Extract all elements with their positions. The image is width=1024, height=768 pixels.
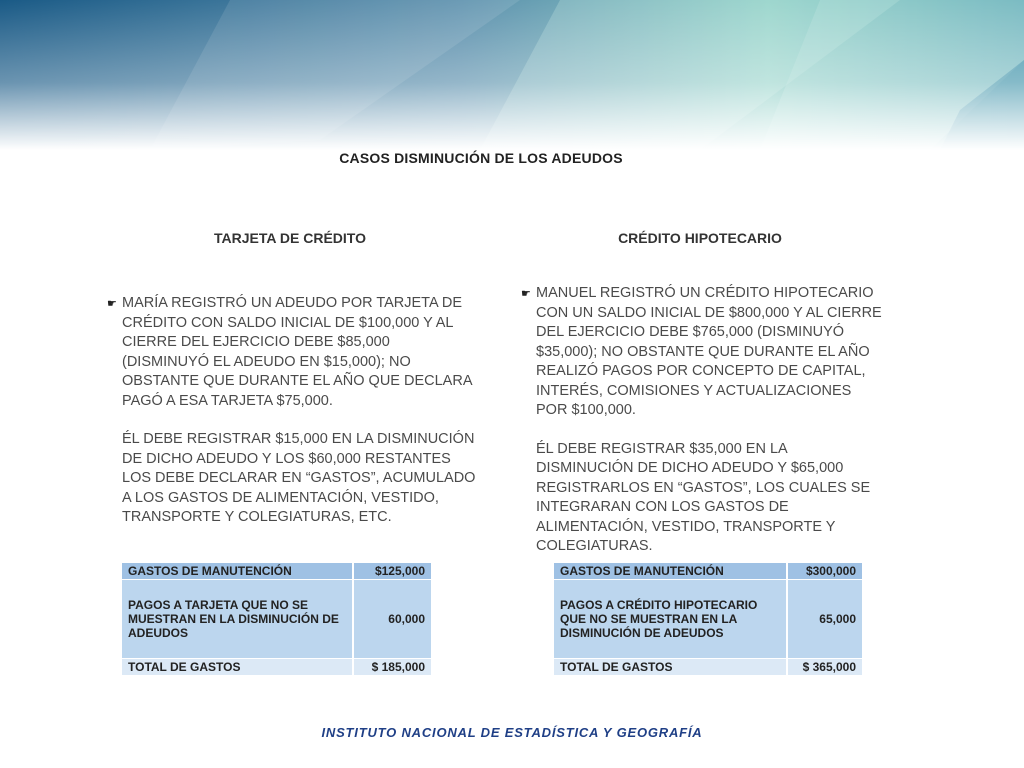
table-cell-amount: $ 365,000 (787, 659, 862, 676)
page-title: CASOS DISMINUCIÓN DE LOS ADEUDOS (339, 150, 623, 166)
bullet-arrow-icon: ☛ (521, 288, 531, 300)
table-row (554, 563, 862, 580)
left-paragraph-1: MARÍA REGISTRÓ UN ADEUDO POR TARJETA DE CRÉDITO CON SALDO INICIAL DE $100,000 Y AL CIERRE DEL EJERCICIO DEBE $85,000 (DISMINUYÓ EL ADEUDO EN $15,000); NO OBSTANTE QUE DURANTE EL AÑO QUE DECLARA PAGÓ A ESA TARJETA $75,000. (122, 295, 472, 409)
table-row-total (554, 659, 862, 676)
left-heading: TARJETA DE CRÉDITO (214, 230, 366, 246)
bullet-arrow-icon: ☛ (107, 298, 117, 310)
table-cell-amount: $125,000 (353, 563, 431, 580)
table-cell-amount: $300,000 (787, 563, 862, 580)
footer-institution: INSTITUTO NACIONAL DE ESTADÍSTICA Y GEOGRAFÍA (321, 725, 703, 740)
right-paragraph-2: ÉL DEBE REGISTRAR $35,000 EN LA DISMINUCIÓN DE DICHO ADEUDO Y $65,000 REGISTRARLOS EN “GASTOS”, LOS CUALES SE INTEGRARAN CON LOS GASTOS DE ALIMENTACIÓN, VESTIDO, TRANSPORTE Y COLEGIATURAS. (536, 440, 871, 554)
right-paragraph-1: MANUEL REGISTRÓ UN CRÉDITO HIPOTECARIO CON UN SALDO INICIAL DE $800,000 Y AL CIERRE DEL EJERCICIO DEBE $765,000 (DISMINUYÓ $35,000); NO OBSTANTE QUE DURANTE EL AÑO REALIZÓ PAGOS POR CONCEPTO DE CAPITAL, INTERÉS, COMISIONES Y ACTUALIZACIONES POR $100,000. (536, 285, 882, 418)
table-cell-label: GASTOS DE MANUTENCIÓN (554, 563, 787, 580)
table-row (122, 580, 431, 659)
table-cell-label: TOTAL DE GASTOS (122, 659, 353, 676)
header-banner (0, 0, 1024, 150)
table-cell-label: PAGOS A CRÉDITO HIPOTECARIO QUE NO SE MUESTRAN EN LA DISMINUCIÓN DE ADEUDOS (554, 580, 787, 659)
right-heading: CRÉDITO HIPOTECARIO (618, 230, 782, 246)
left-expenses-table (122, 563, 431, 675)
left-text-block (107, 294, 477, 547)
table-cell-label: PAGOS A TARJETA QUE NO SE MUESTRAN EN LA DISMINUCIÓN DE ADEUDOS (122, 580, 353, 659)
table-row (122, 563, 431, 580)
left-paragraph-2: ÉL DEBE REGISTRAR $15,000 EN LA DISMINUCIÓN DE DICHO ADEUDO Y LOS $60,000 RESTANTES LOS DEBE DECLARAR EN “GASTOS”, ACUMULADO A LOS GASTOS DE ALIMENTACIÓN, VESTIDO, TRANSPORTE Y COLEGIATURAS, ETC. (122, 431, 476, 525)
table-row-total (122, 659, 431, 676)
table-cell-label: TOTAL DE GASTOS (554, 659, 787, 676)
right-text-block (521, 284, 884, 576)
table-row (554, 580, 862, 659)
table-cell-amount: $ 185,000 (353, 659, 431, 676)
right-expenses-table (554, 563, 862, 675)
table-cell-amount: 65,000 (787, 580, 862, 659)
table-cell-label: GASTOS DE MANUTENCIÓN (122, 563, 353, 580)
table-cell-amount: 60,000 (353, 580, 431, 659)
